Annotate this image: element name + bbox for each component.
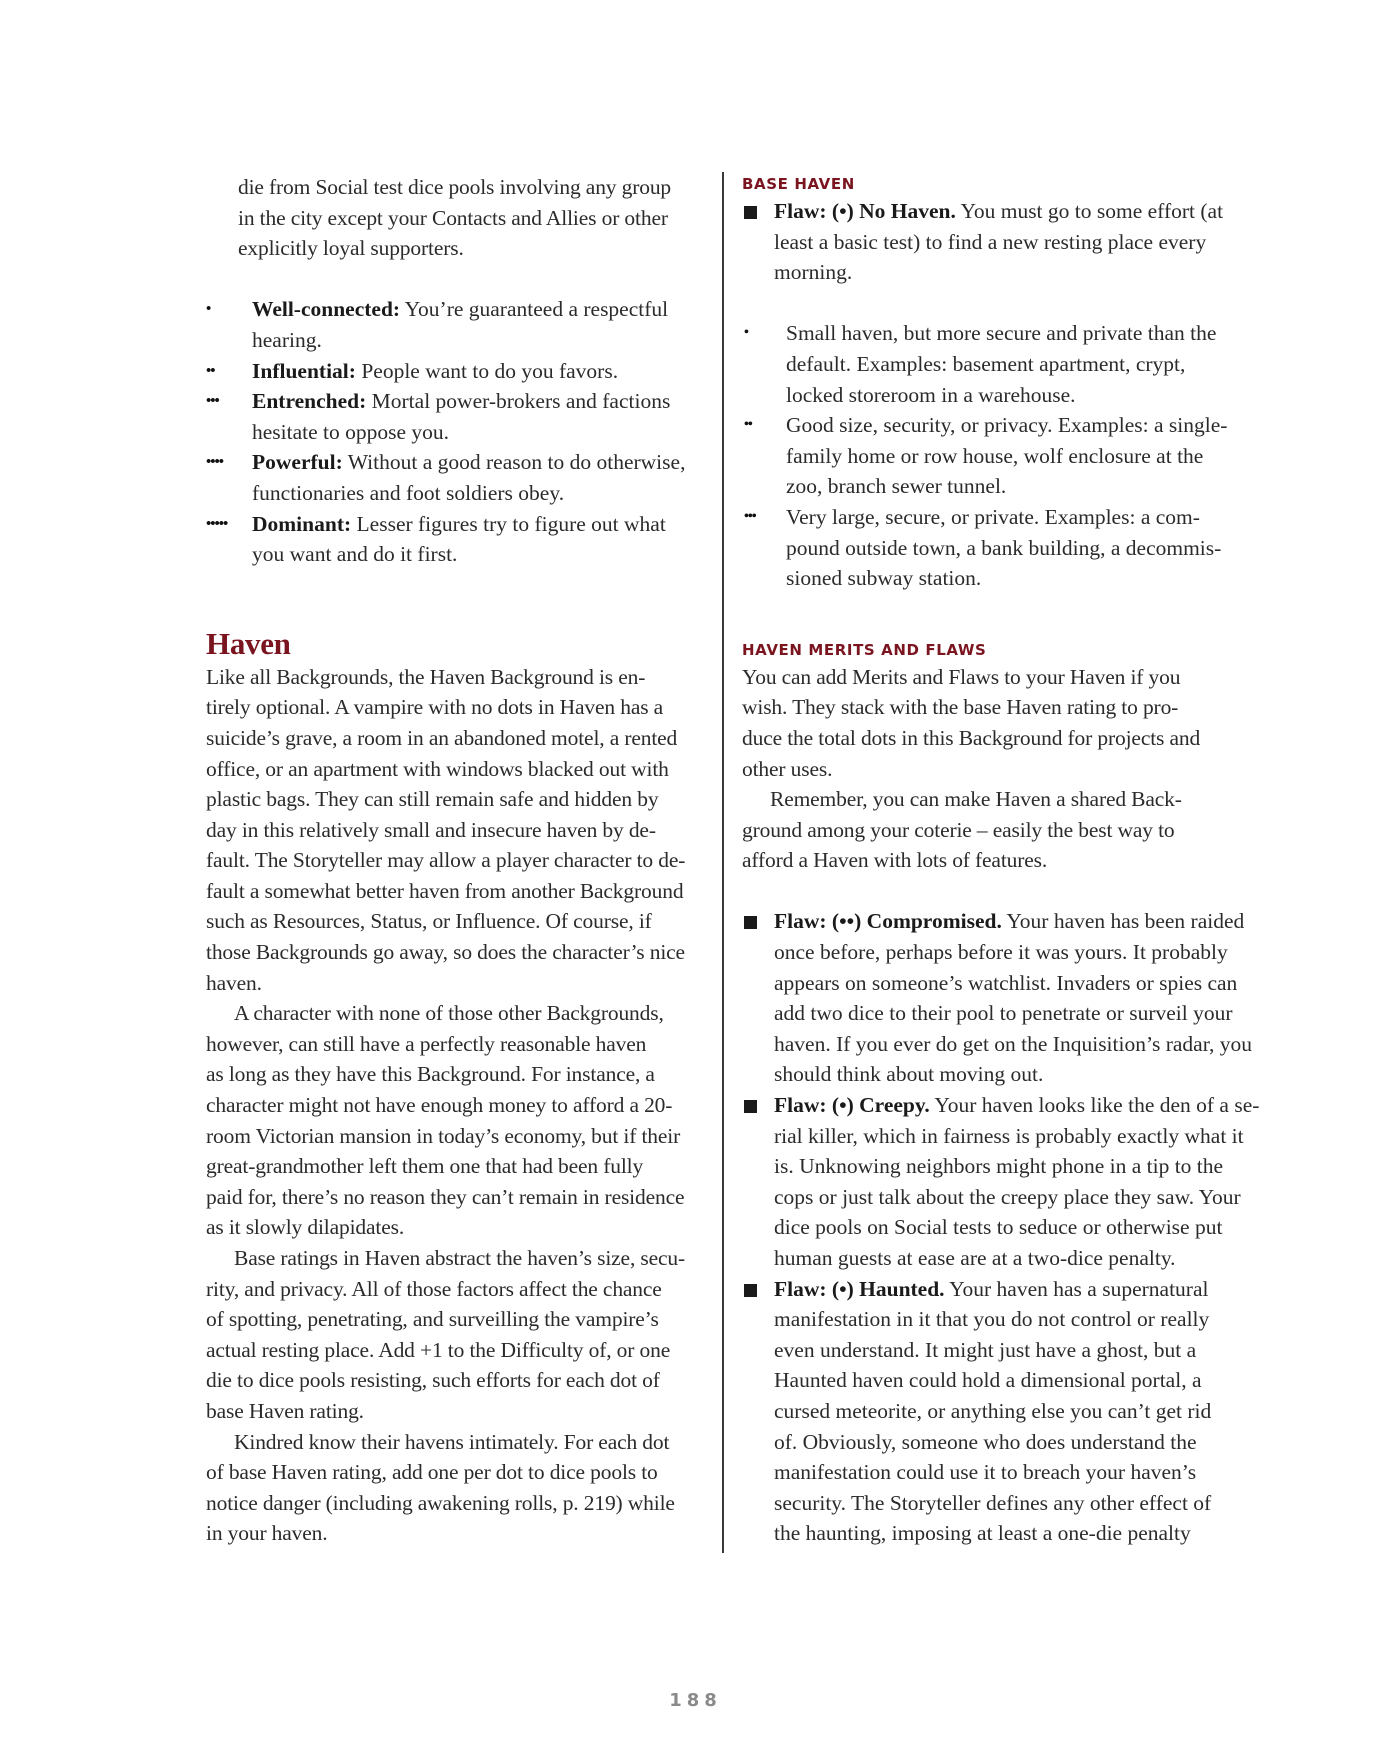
dot-rating: •• — [744, 417, 752, 433]
item-text: Small haven, but more secure and private than the — [786, 321, 1217, 346]
text-line: die to dice pools resisting, such efforts for each dot of — [206, 1368, 660, 1393]
item-text: You’re guaranteed a respectful — [404, 297, 669, 322]
dot-rating: •• — [206, 362, 215, 379]
item-text: cursed meteorite, or anything else you can’t get rid — [774, 1398, 1212, 1423]
item-text: dice pools on Social tests to seduce or otherwise put — [774, 1215, 1223, 1240]
text-line: paid for, there’s no reason they can’t remain in residence — [206, 1184, 685, 1209]
text-line: Remember, you can make Haven a shared Back- — [770, 787, 1182, 812]
text-line: plastic bags. They can still remain safe and hidden by — [206, 787, 659, 812]
list-item — [206, 386, 706, 447]
flaw-item — [742, 196, 1247, 288]
square-bullet-icon — [742, 196, 774, 288]
item-text: of. Obviously, someone who does understand the — [774, 1429, 1197, 1454]
text-line: ground among your coterie – easily the best way to — [742, 817, 1175, 842]
item-text: hearing. — [252, 327, 322, 352]
flaw-label: Flaw: (•) No Haven. — [774, 199, 956, 223]
text-line: suicide’s grave, a room in an abandoned motel, a rented — [206, 725, 678, 750]
list-item — [206, 509, 706, 570]
item-text: is. Unknowing neighbors might phone in a tip to the — [774, 1154, 1224, 1179]
text-line: fault a somewhat better haven from another Background — [206, 878, 684, 903]
text-line: great-grandmother left them one that had been fully — [206, 1154, 644, 1179]
item-text: Lesser figures try to figure out what — [356, 511, 666, 536]
list-item — [742, 318, 1247, 410]
text-line: room Victorian mansion in today’s economy, but if their — [206, 1123, 681, 1148]
item-text: appears on someone’s watchlist. Invaders or spies can — [774, 970, 1238, 995]
merits-paragraph-2 — [742, 784, 1247, 876]
dot-rating: ••• — [744, 508, 756, 524]
item-text: Without a good reason to do otherwise, — [347, 450, 686, 475]
item-text: the haunting, imposing at least a one-die penalty — [774, 1521, 1191, 1546]
text-line: Kindred know their havens intimately. For each dot — [234, 1429, 670, 1454]
haven-levels-list — [742, 318, 1247, 593]
dot-rating: ••••• — [206, 515, 228, 532]
text-line: actual resting place. Add +1 to the Difficulty of, or one — [206, 1337, 671, 1362]
text-line: afford a Haven with lots of features. — [742, 848, 1048, 873]
item-text: Your haven looks like the den of a se- — [934, 1093, 1260, 1118]
item-text: functionaries and foot soldiers obey. — [252, 480, 565, 505]
dot-rating: • — [744, 325, 748, 341]
flaw-label: Flaw: (•) Creepy. — [774, 1093, 930, 1118]
text-line: die from Social test dice pools involving any group — [238, 175, 672, 199]
right-column — [742, 172, 1260, 1549]
list-item — [206, 447, 706, 508]
text-line: Base ratings in Haven abstract the haven’s size, secu- — [234, 1246, 686, 1270]
section-heading-haven: Haven — [206, 625, 291, 661]
text-line: as long as they have this Background. For instance, a — [206, 1062, 655, 1087]
text-line: duce the total dots in this Background for projects and — [742, 725, 1201, 750]
text-line: other uses. — [742, 756, 833, 781]
item-text: Your haven has a supernatural — [949, 1276, 1209, 1301]
item-text: Very large, secure, or private. Examples: a com- — [786, 504, 1200, 529]
haven-paragraph-1 — [206, 662, 706, 999]
text-line: character might not have enough money to afford a 20- — [206, 1093, 673, 1118]
item-text: add two dice to their pool to penetrate or surveil your — [774, 1001, 1233, 1026]
haven-paragraph-4 — [206, 1427, 706, 1549]
item-text: should think about moving out. — [774, 1062, 1044, 1087]
item-text: locked storeroom in a warehouse. — [786, 382, 1076, 407]
text-line: of base Haven rating, add one per dot to dice pools to — [206, 1460, 658, 1485]
text-line: wish. They stack with the base Haven rating to pro- — [742, 695, 1179, 720]
text-line: fault. The Storyteller may allow a player character to de- — [206, 848, 686, 873]
text-line: tirely optional. A vampire with no dots in Haven has a — [206, 695, 664, 720]
item-text: Haunted haven could hold a dimensional portal, a — [774, 1368, 1202, 1393]
subheading-merits-flaws: HAVEN MERITS AND FLAWS — [742, 640, 987, 659]
flaw-item — [742, 906, 1252, 1090]
subheading-base-haven: BASE HAVEN — [742, 175, 855, 193]
dot-rating: ••• — [206, 393, 219, 410]
item-text: security. The Storyteller defines any other effect of — [774, 1490, 1212, 1515]
item-text: you want and do it first. — [252, 542, 458, 567]
text-line: A character with none of those other Backgrounds, — [234, 1001, 664, 1026]
dot-rating: • — [206, 301, 211, 318]
flaw-label: Flaw: (•) Haunted. — [774, 1276, 945, 1301]
list-item — [206, 356, 706, 387]
item-text: Mortal power-brokers and factions — [371, 389, 671, 414]
text-line: in the city except your Contacts and Allies or other — [238, 205, 668, 230]
item-text: haven. If you ever do get on the Inquisition’s radar, you — [774, 1031, 1252, 1056]
item-text: morning. — [774, 260, 853, 285]
list-item — [742, 502, 1247, 594]
item-text: rial killer, which in fairness is probably exactly what it — [774, 1123, 1244, 1148]
list-item — [206, 294, 706, 355]
text-line: You can add Merits and Flaws to your Haven if you — [742, 664, 1181, 689]
haven-paragraph-3 — [206, 1243, 706, 1427]
text-line: rity, and privacy. All of those factors affect the chance — [206, 1276, 662, 1301]
text-line: in your haven. — [206, 1521, 328, 1546]
item-label: Dominant: — [252, 511, 352, 536]
left-column — [206, 172, 706, 1549]
item-text: default. Examples: basement apartment, crypt, — [786, 351, 1186, 376]
text-line: such as Resources, Status, or Influence. Of course, if — [206, 909, 652, 934]
item-text: hesitate to oppose you. — [252, 419, 450, 444]
item-label: Influential: — [252, 358, 356, 383]
text-line: Like all Backgrounds, the Haven Background is en- — [206, 664, 646, 689]
influence-levels-list — [206, 294, 706, 569]
flaw-item — [742, 1090, 1260, 1274]
item-text: Your haven has been raided — [1006, 909, 1245, 934]
item-label: Powerful: — [252, 450, 343, 475]
item-text: manifestation in it that you do not control or really — [774, 1307, 1210, 1332]
item-text: cops or just talk about the creepy place they saw. Your — [774, 1184, 1241, 1209]
item-text: Good size, security, or privacy. Examples: a single- — [786, 413, 1228, 438]
page-number: 188 — [669, 1690, 722, 1711]
item-text: human guests at ease are at a two-dice penalty. — [774, 1246, 1176, 1270]
text-line: those Backgrounds go away, so does the character’s nice — [206, 940, 685, 965]
flaw-label: Flaw: (••) Compromised. — [774, 909, 1002, 934]
item-text: manifestation could use it to breach your haven’s — [774, 1460, 1197, 1485]
haven-paragraph-2 — [206, 998, 706, 1243]
text-line: as it slowly dilapidates. — [206, 1215, 405, 1240]
dot-rating: •••• — [206, 454, 224, 471]
flaws-list — [742, 906, 1260, 1548]
text-line: haven. — [206, 970, 262, 995]
text-line: office, or an apartment with windows blacked out with — [206, 756, 669, 781]
item-text: pound outside town, a bank building, a decommis- — [786, 535, 1222, 560]
text-line: day in this relatively small and insecure haven by de- — [206, 817, 656, 842]
item-text: even understand. It might just have a ghost, but a — [774, 1337, 1197, 1362]
text-line: base Haven rating. — [206, 1398, 364, 1423]
merits-paragraph-1 — [742, 662, 1247, 784]
item-text: sioned subway station. — [786, 566, 982, 591]
text-line: notice danger (including awakening rolls, p. 219) while — [206, 1490, 675, 1515]
item-text: You must go to some effort (at — [960, 199, 1224, 223]
text-line: however, can still have a perfectly reasonable haven — [206, 1031, 647, 1056]
square-bullet-icon — [742, 906, 774, 1090]
item-text: family home or row house, wolf enclosure at the — [786, 443, 1204, 468]
text-line: of spotting, penetrating, and surveilling the vampire’s — [206, 1307, 659, 1332]
item-label: Well-connected: — [252, 297, 401, 322]
item-text: once before, perhaps before it was yours. It probably — [774, 940, 1228, 965]
text-line: explicitly loyal supporters. — [238, 236, 464, 261]
square-bullet-icon — [742, 1090, 774, 1274]
column-divider — [722, 172, 724, 1553]
flaw-item — [742, 1274, 1247, 1549]
list-item — [742, 410, 1247, 502]
intro-paragraph — [206, 172, 706, 264]
item-label: Entrenched: — [252, 389, 367, 414]
square-bullet-icon — [742, 1274, 774, 1549]
item-text: least a basic test) to find a new resting place every — [774, 229, 1207, 254]
item-text: zoo, branch sewer tunnel. — [786, 474, 1007, 499]
item-text: People want to do you favors. — [361, 358, 619, 383]
